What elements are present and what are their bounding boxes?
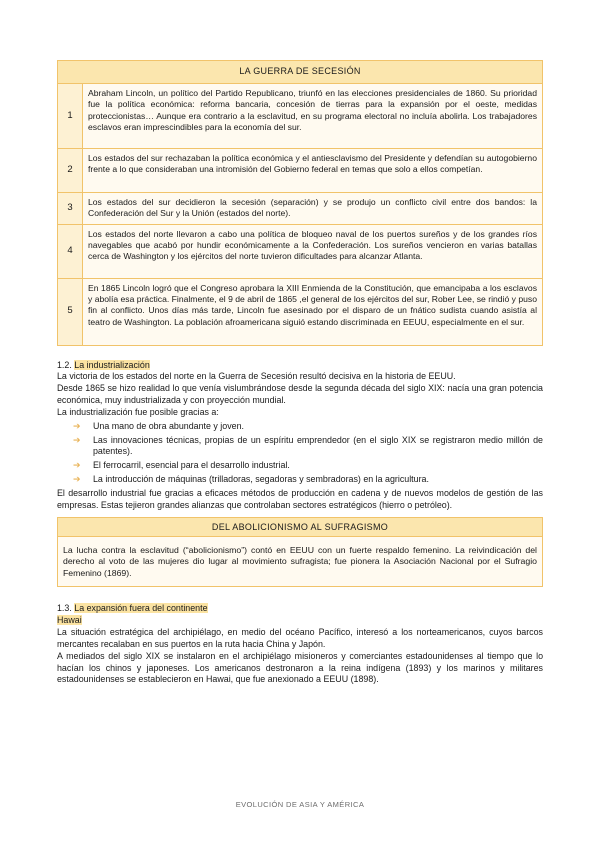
box-title: DEL ABOLICIONISMO AL SUFRAGISMO: [58, 518, 542, 537]
row-text: Los estados del norte llevaron a cabo una política de bloqueo naval de los puertos sureños y de los grandes ríos navegables que acabó por hundir económicamente a la Confederación. Los sureños vencieron en varias batallas cerca de Washington y los ejércitos del norte tuvieron dificultades para alcanzar Atlanta.: [83, 224, 543, 278]
arrow-icon: ➔: [73, 434, 81, 445]
industrialization-section: [57, 360, 543, 512]
civil-war-table: [57, 60, 543, 346]
row-number: 4: [58, 224, 83, 278]
subsection-title: Hawai: [57, 615, 82, 626]
row-number: 5: [58, 278, 83, 345]
table-row: [58, 278, 543, 345]
paragraph: La victoria de los estados del norte en la Guerra de Secesión resultó decisiva en la historia de EEUU.: [57, 371, 456, 382]
page-footer: EVOLUCIÓN DE ASIA Y AMÉRICA: [235, 800, 365, 809]
row-number: 3: [58, 192, 83, 224]
section-title: La industrialización: [74, 359, 150, 370]
row-text: Los estados del sur rechazaban la política económica y el antiesclavismo del Presidente y defendían su autogobierno frente a lo que consideraban una intromisión del Gobierno federal en temas que solo a ellos competían.: [83, 148, 543, 192]
arrow-icon: ➔: [73, 460, 81, 471]
abolition-box: [57, 517, 543, 588]
arrow-icon: ➔: [73, 474, 81, 485]
row-text: Los estados del sur decidieron la secesión (separación) y se produjo un conflicto civil entre dos bandos: la Confederación del Sur y la Unión (estados del norte).: [83, 192, 543, 224]
section-heading: [57, 603, 543, 615]
list-item: ➔ Una mano de obra abundante y joven.: [73, 420, 244, 431]
list-item: ➔ La introducción de máquinas (trilladoras, segadoras y sembradoras) en la agricultura.: [73, 474, 429, 485]
paragraph: La industrialización fue posible gracias a:: [57, 406, 219, 417]
expansion-section: [57, 603, 543, 686]
paragraph: Desde 1865 se hizo realidad lo que venía vislumbrándose desde la segunda década del siglo XIX: nacía una gran potencia económica, muy industrializada y con proyección mundial.: [57, 383, 543, 406]
page-content: [57, 60, 543, 686]
row-text: En 1865 Lincoln logró que el Congreso aprobara la XIII Enmienda de la Constitución, que emancipaba a los esclavos y abolía esa práctica. Finalmente, el 9 de abril de 1865 ,el general de los ejércitos del sur, Rober Lee, se rindió y puso fin al conflicto. Unos días más tarde, Lincoln fue asesinado por el disparo de un fnático sudista cuando asistía al teatro de Washington. La población afroamericana siguió estando discriminada en EEUU, especialmente en el sur.: [83, 278, 543, 345]
row-number: 1: [58, 83, 83, 148]
row-number: 2: [58, 148, 83, 192]
table-row: [58, 83, 543, 148]
factors-list: [57, 421, 543, 486]
paragraph: La situación estratégica del archipiélago, en medio del océano Pacífico, interesó a los norteamericanos, cuyos barcos mercantes recalaban en sus puertos en la ruta hacia China y Japón.: [57, 627, 543, 649]
section-number: 1.2.: [57, 359, 72, 370]
row-text: Abraham Lincoln, un político del Partido Republicano, triunfó en las elecciones presidenciales de 1860. Su prioridad fue la política económica: reforma bancaria, concesión de tierras para la expansión por el oeste, medidas proteccionistas… Aunque era contrario a la esclavitud, en su programa electoral no incluía abolirla. Los trabajadores esclavos eran imprescindibles para la economía del sur.: [83, 83, 543, 148]
list-item: ➔ Las innovaciones técnicas, propias de un espíritu emprendedor (en el siglo XIX se registraron medio millón de patentes).: [73, 434, 543, 457]
section-heading: [57, 360, 543, 372]
list-item: ➔ El ferrocarril, esencial para el desarrollo industrial.: [73, 460, 290, 471]
section-number: 1.3.: [57, 603, 72, 614]
paragraph: El desarrollo industrial fue gracias a eficaces métodos de producción en cadena y de nuevos modelos de gestión de las empresas. Estas tejieron grandes alianzas que controlaban sectores estratégicos (hierro o petróleo).: [57, 488, 543, 510]
section-title: La expansión fuera del continente: [74, 603, 208, 614]
table-row: [58, 224, 543, 278]
box-text: La lucha contra la esclavitud (“abolicionismo”) contó en EEUU con un fuerte respaldo femenino. La reivindicación del derecho al voto de las mujeres dio lugar al movimiento sufragista; fue pionera la Asociación Nacional por el Sufragio Femenino (1869).: [58, 537, 542, 587]
paragraph: A mediados del siglo XIX se instalaron en el archipiélago misioneros y comerciantes estadounidenses al tiempo que lo hacían los chinos y japoneses. Los americanos destronaron a la reina indígena (1893) y los marinos y militares estadounidenses se establecieron en Hawai, que fue anexionado a EEUU (1898).: [57, 650, 543, 685]
table-row: [58, 192, 543, 224]
table-row: [58, 148, 543, 192]
arrow-icon: ➔: [73, 420, 81, 431]
table-title: LA GUERRA DE SECESIÓN: [58, 61, 543, 84]
